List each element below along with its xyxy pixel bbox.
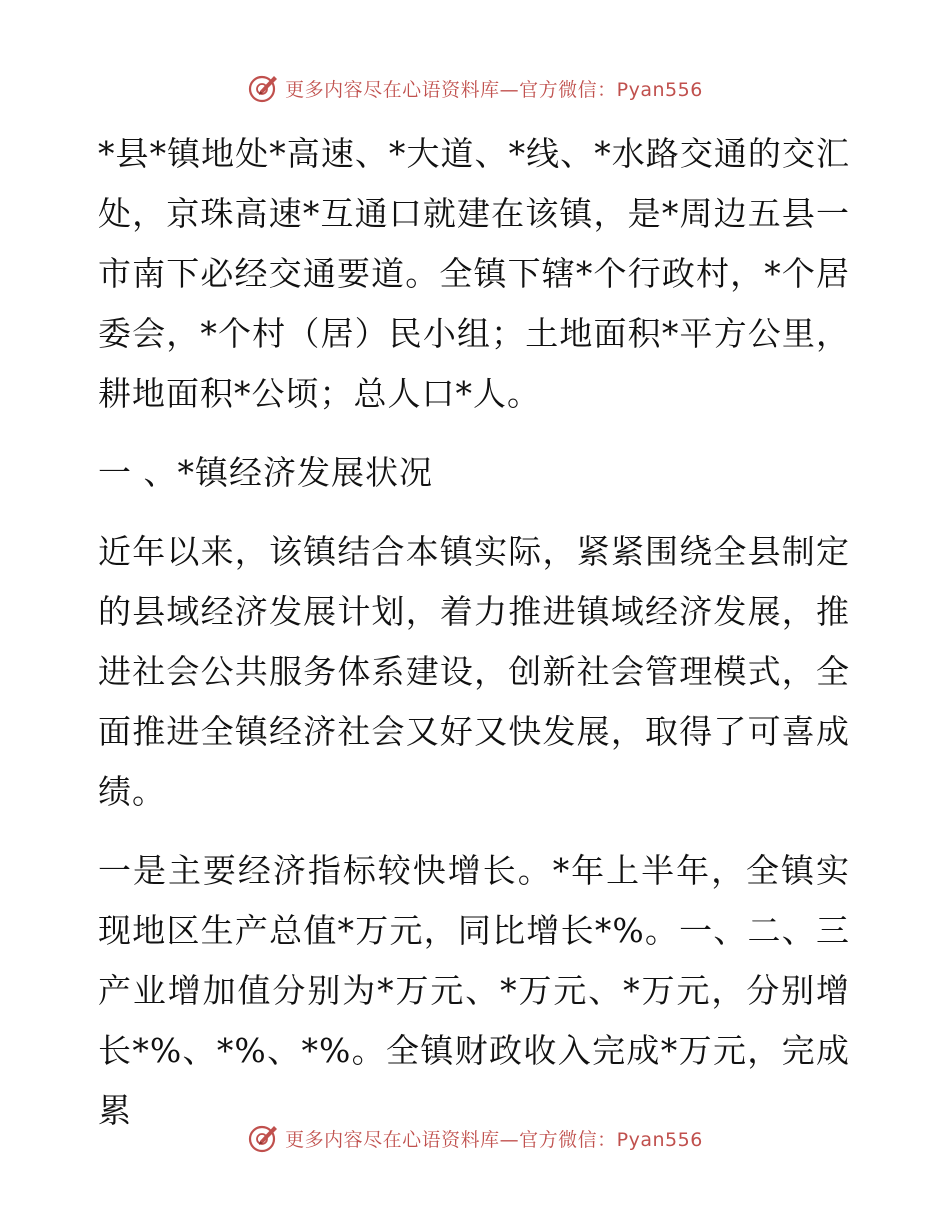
paragraph-intro: *县*镇地处*高速、*大道、*线、*水路交通的交汇处，京珠高速*互通口就建在该镇，是*周边五县一市南下必经交通要道。全镇下辖*个行政村，*个居委会，*个村（居）民小组；土地面积*平方公里，耕地面积*公顷；总人口*人。 [98,134,850,413]
paragraph-indicators: 一是主要经济指标较快增长。*年上半年，全镇实现地区生产总值*万元，同比增长*%。一、二、三产业增加值分别为*万元、*万元、*万元，分别增长*%、*%、*%。全镇财政收入完成*万元，完成累 [98,851,850,1130]
watermark-text: 更多内容尽在心语资料库—官方微信：Pyan556 [285,78,703,101]
section-heading: 一 、*镇经济发展状况 [98,453,433,492]
watermark-text: 更多内容尽在心语资料库—官方微信：Pyan556 [285,1128,703,1151]
document-body [98,124,850,1141]
pen-circle-logo-icon [247,1122,279,1154]
watermark-header [0,72,950,104]
pen-circle-logo-icon [247,72,279,104]
paragraph-overview: 近年以来，该镇结合本镇实际，紧紧围绕全县制定的县域经济发展计划，着力推进镇域经济发展，推进社会公共服务体系建设，创新社会管理模式，全面推进全镇经济社会又好又快发展，取得了可喜成绩。 [98,532,850,811]
watermark-footer [0,1122,950,1154]
